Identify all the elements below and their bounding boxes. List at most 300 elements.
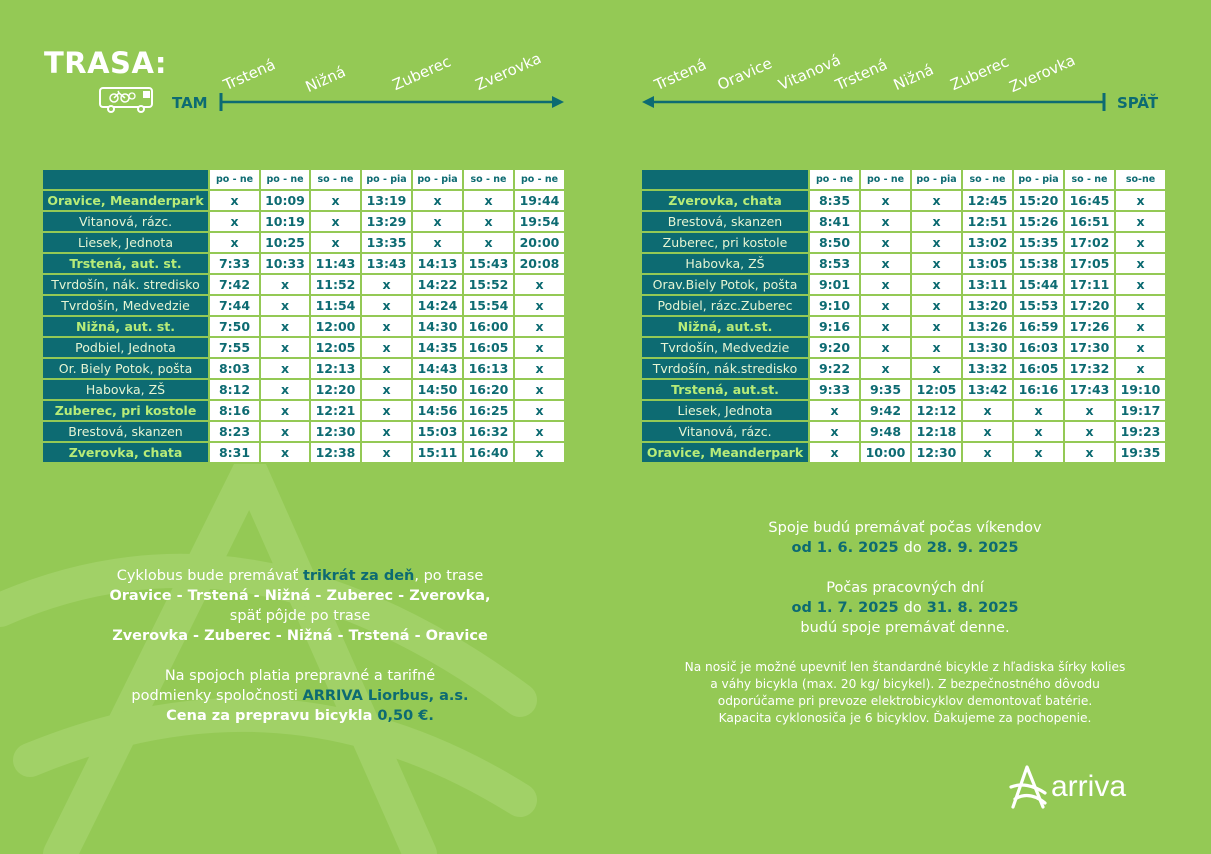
departure-time: 8:12	[209, 379, 260, 400]
departure-time: 10:09	[260, 190, 310, 211]
stop-name: Trstená, aut.st.	[641, 379, 809, 400]
info-emphasis: trikrát za deň	[302, 568, 415, 584]
departure-time: 9:01	[809, 274, 860, 295]
departure-time: 13:30	[962, 337, 1013, 358]
departure-time: 19:10	[1115, 379, 1166, 400]
departure-time: x	[1013, 421, 1064, 442]
departure-time: 12:20	[310, 379, 361, 400]
departure-time: x	[260, 400, 310, 421]
departure-time: x	[361, 295, 412, 316]
departure-time: 14:13	[412, 253, 463, 274]
timetable-row	[42, 442, 565, 463]
departure-time: x	[860, 316, 911, 337]
departure-time: 9:35	[860, 379, 911, 400]
timetable-row	[42, 274, 565, 295]
departure-time: 8:41	[809, 211, 860, 232]
info-text: , po trase	[414, 568, 484, 584]
timetable-row	[42, 421, 565, 442]
departure-time: 9:33	[809, 379, 860, 400]
stop-name: Or. Biely Potok, pošta	[42, 358, 209, 379]
departure-time: 8:03	[209, 358, 260, 379]
departure-time: x	[1115, 316, 1166, 337]
departure-time: x	[1115, 211, 1166, 232]
departure-time: x	[361, 337, 412, 358]
departure-time: 7:33	[209, 253, 260, 274]
departure-time: x	[209, 211, 260, 232]
departure-time: x	[260, 337, 310, 358]
departure-time: 19:44	[514, 190, 565, 211]
stop-name: Zuberec, pri kostole	[641, 232, 809, 253]
day-header: so - ne	[962, 169, 1013, 190]
departure-time: x	[911, 232, 962, 253]
stop-name: Nižná, aut. st.	[42, 316, 209, 337]
departure-time: 19:17	[1115, 400, 1166, 421]
info-text: Cyklobus bude premávať	[116, 568, 303, 584]
departure-time: 9:42	[860, 400, 911, 421]
departure-time: x	[1064, 442, 1115, 463]
info-tariff-line2	[60, 686, 540, 706]
route-back-stop: Zuberec	[947, 52, 1012, 94]
departure-time: 9:22	[809, 358, 860, 379]
day-header: po - pia	[1013, 169, 1064, 190]
route-back-stop: Zverovka	[1006, 51, 1078, 96]
departure-time: 11:54	[310, 295, 361, 316]
timetable-row	[641, 295, 1166, 316]
departure-time: x	[514, 274, 565, 295]
departure-time: 12:30	[310, 421, 361, 442]
departure-time: 15:44	[1013, 274, 1064, 295]
departure-time: 13:11	[962, 274, 1013, 295]
departure-time: 9:20	[809, 337, 860, 358]
departure-time: x	[860, 358, 911, 379]
date-word: od	[791, 600, 812, 616]
departure-time: 16:16	[1013, 379, 1064, 400]
stop-name: Zuberec, pri kostole	[42, 400, 209, 421]
departure-time: 19:23	[1115, 421, 1166, 442]
timetable-row	[641, 379, 1166, 400]
stop-name: Vitanová, rázc.	[641, 421, 809, 442]
direction-there-label: TAM	[172, 94, 208, 112]
info-workday-daily: budú spoje premávať denne.	[800, 620, 1010, 636]
info-price-value: 0,50 €.	[377, 708, 434, 724]
timetable-row	[641, 190, 1166, 211]
info-weekend-dates	[640, 538, 1170, 558]
stop-name: Habovka, ZŠ	[641, 253, 809, 274]
departure-time: x	[463, 232, 514, 253]
info-right	[640, 518, 1170, 638]
note-line: Kapacita cyklonosiča je 6 bicyklov. Ďakujeme za pochopenie.	[718, 711, 1092, 725]
stop-name: Vitanová, rázc.	[42, 211, 209, 232]
departure-time: x	[209, 232, 260, 253]
day-header: po - pia	[361, 169, 412, 190]
departure-time: 11:43	[310, 253, 361, 274]
departure-time: 10:19	[260, 211, 310, 232]
route-back-stop: Trstená	[651, 55, 710, 94]
departure-time: 19:54	[514, 211, 565, 232]
departure-time: x	[361, 400, 412, 421]
timetable-row	[641, 442, 1166, 463]
info-workday-dates	[640, 598, 1170, 618]
timetable-row	[42, 190, 565, 211]
timetable-row	[641, 400, 1166, 421]
departure-time: 13:43	[361, 253, 412, 274]
departure-time: 17:20	[1064, 295, 1115, 316]
departure-time: 14:43	[412, 358, 463, 379]
timetable-header-row	[641, 169, 1166, 190]
route-there-stop: Nižná	[302, 62, 349, 96]
timetable-row	[42, 232, 565, 253]
route-there-stop: Zuberec	[389, 52, 454, 94]
departure-time: x	[962, 400, 1013, 421]
date-word: do	[903, 540, 922, 556]
departure-time: 20:08	[514, 253, 565, 274]
departure-time: 20:00	[514, 232, 565, 253]
date-word: do	[903, 600, 922, 616]
departure-time: 16:00	[463, 316, 514, 337]
bike-bus-icon	[99, 87, 155, 113]
departure-time: 15:20	[1013, 190, 1064, 211]
departure-time: 11:52	[310, 274, 361, 295]
departure-time: x	[962, 442, 1013, 463]
info-text: podmienky spoločnosti	[131, 688, 303, 704]
departure-time: 14:50	[412, 379, 463, 400]
departure-time: 14:35	[412, 337, 463, 358]
departure-time: x	[1115, 274, 1166, 295]
departure-time: 12:21	[310, 400, 361, 421]
departure-time: 15:43	[463, 253, 514, 274]
stop-name: Podbiel, rázc.Zuberec	[641, 295, 809, 316]
timetable-row	[641, 421, 1166, 442]
departure-time: 10:25	[260, 232, 310, 253]
departure-time: x	[911, 358, 962, 379]
departure-time: 7:50	[209, 316, 260, 337]
departure-time: 12:18	[911, 421, 962, 442]
departure-time: x	[1064, 400, 1115, 421]
departure-time: 15:38	[1013, 253, 1064, 274]
departure-time: x	[1115, 337, 1166, 358]
departure-time: 9:10	[809, 295, 860, 316]
stop-name: Tvrdošín, Medvedzie	[641, 337, 809, 358]
departure-time: x	[514, 337, 565, 358]
departure-time: x	[260, 316, 310, 337]
departure-time: 10:00	[860, 442, 911, 463]
departure-time: x	[514, 400, 565, 421]
timetable-row	[42, 316, 565, 337]
departure-time: 15:26	[1013, 211, 1064, 232]
departure-time: x	[1064, 421, 1115, 442]
departure-time: 7:55	[209, 337, 260, 358]
departure-time: x	[1013, 400, 1064, 421]
route-back-stop: Nižná	[890, 60, 937, 94]
info-company: ARRIVA Liorbus, a.s.	[302, 688, 469, 704]
departure-time: x	[911, 211, 962, 232]
departure-time: 7:44	[209, 295, 260, 316]
stop-name: Liesek, Jednota	[42, 232, 209, 253]
departure-time: x	[1115, 253, 1166, 274]
route-back-stop: Oravice	[714, 54, 775, 94]
departure-time: 16:45	[1064, 190, 1115, 211]
departure-time: x	[361, 421, 412, 442]
day-header: po - pia	[412, 169, 463, 190]
departure-time: 16:32	[463, 421, 514, 442]
departure-time: x	[1115, 232, 1166, 253]
departure-time: x	[809, 400, 860, 421]
timetable-row	[641, 316, 1166, 337]
note-line: Na nosič je možné upevniť len štandardné bicykle z hľadiska šírky kolies	[684, 660, 1126, 674]
departure-time: x	[361, 316, 412, 337]
arriva-logo	[1009, 763, 1165, 811]
departure-time: x	[310, 232, 361, 253]
day-header: po - ne	[260, 169, 310, 190]
stop-name: Tvrdošín, Medvedzie	[42, 295, 209, 316]
departure-time: 13:05	[962, 253, 1013, 274]
header-corner	[42, 169, 209, 190]
departure-time: 8:16	[209, 400, 260, 421]
departure-time: x	[412, 232, 463, 253]
departure-time: 8:50	[809, 232, 860, 253]
info-frequency	[60, 566, 540, 586]
departure-time: 17:26	[1064, 316, 1115, 337]
route-back-stop: Trstená	[832, 55, 891, 94]
stop-name: Brestová, skanzen	[42, 421, 209, 442]
day-header: so - ne	[310, 169, 361, 190]
info-weekend-line: Spoje budú premávať počas víkendov	[768, 520, 1042, 536]
timetable-row	[42, 400, 565, 421]
departure-time: 16:03	[1013, 337, 1064, 358]
departure-time: 16:59	[1013, 316, 1064, 337]
timetable-header-row	[42, 169, 565, 190]
departure-time: 12:05	[911, 379, 962, 400]
info-route-there: Oravice - Trstená - Nižná - Zuberec - Zverovka,	[109, 588, 491, 604]
departure-time: x	[514, 316, 565, 337]
departure-time: x	[809, 442, 860, 463]
route-there-stop: Trstená	[220, 55, 279, 94]
departure-time: x	[860, 295, 911, 316]
info-bike-note	[640, 659, 1170, 727]
departure-time: x	[911, 337, 962, 358]
departure-time: x	[911, 295, 962, 316]
departure-time: 14:30	[412, 316, 463, 337]
departure-time: x	[809, 421, 860, 442]
departure-time: 12:45	[962, 190, 1013, 211]
departure-time: 13:19	[361, 190, 412, 211]
departure-time: x	[514, 379, 565, 400]
day-header: so-ne	[1115, 169, 1166, 190]
departure-time: x	[911, 316, 962, 337]
direction-back-label: SPÄŤ	[1117, 94, 1159, 112]
departure-time: x	[361, 274, 412, 295]
departure-time: x	[209, 190, 260, 211]
departure-time: 8:31	[209, 442, 260, 463]
header-corner	[641, 169, 809, 190]
departure-time: 14:22	[412, 274, 463, 295]
departure-time: x	[860, 232, 911, 253]
date-value: 28. 9. 2025	[926, 540, 1019, 556]
route-there-line	[218, 90, 568, 114]
departure-time: x	[514, 442, 565, 463]
timetable-row	[42, 253, 565, 274]
departure-time: 17:02	[1064, 232, 1115, 253]
timetable-row	[42, 358, 565, 379]
departure-time: 16:13	[463, 358, 514, 379]
timetable-row	[641, 232, 1166, 253]
departure-time: x	[361, 379, 412, 400]
timetable-row	[641, 211, 1166, 232]
departure-time: 14:24	[412, 295, 463, 316]
route-back-stop: Vitanová	[775, 50, 844, 94]
date-value: 1. 7. 2025	[816, 600, 899, 616]
timetable-row	[42, 211, 565, 232]
departure-time: 8:53	[809, 253, 860, 274]
departure-time: 10:33	[260, 253, 310, 274]
departure-time: 17:30	[1064, 337, 1115, 358]
departure-time: 16:25	[463, 400, 514, 421]
departure-time: 17:05	[1064, 253, 1115, 274]
stop-name: Nižná, aut.st.	[641, 316, 809, 337]
stop-name: Podbiel, Jednota	[42, 337, 209, 358]
timetable-row	[641, 358, 1166, 379]
departure-time: x	[860, 253, 911, 274]
timetable-back	[640, 168, 1167, 464]
departure-time: x	[1115, 190, 1166, 211]
day-header: so - ne	[1064, 169, 1115, 190]
departure-time: 15:52	[463, 274, 514, 295]
departure-time: x	[260, 295, 310, 316]
departure-time: x	[1115, 358, 1166, 379]
departure-time: 13:29	[361, 211, 412, 232]
note-line: odporúčame pri prevoze elektrobicyklov demontovať batérie.	[717, 694, 1093, 708]
departure-time: x	[463, 211, 514, 232]
date-value: 1. 6. 2025	[816, 540, 899, 556]
departure-time: 12:12	[911, 400, 962, 421]
stop-name: Zverovka, chata	[42, 442, 209, 463]
departure-time: 12:13	[310, 358, 361, 379]
timetable-there	[41, 168, 566, 464]
departure-time: 12:51	[962, 211, 1013, 232]
departure-time: x	[911, 253, 962, 274]
stop-name: Trstená, aut. st.	[42, 253, 209, 274]
departure-time: x	[514, 295, 565, 316]
day-header: po - ne	[809, 169, 860, 190]
timetable-row	[42, 295, 565, 316]
info-left	[60, 566, 540, 726]
info-price-label: Cena za prepravu bicykla	[166, 708, 378, 724]
arriva-logo-text: arriva	[1051, 770, 1127, 803]
departure-time: x	[260, 274, 310, 295]
departure-time: x	[514, 358, 565, 379]
departure-time: 16:05	[463, 337, 514, 358]
route-title: TRASA:	[44, 46, 168, 80]
day-header: po - pia	[911, 169, 962, 190]
stop-name: Tvrdošín, nák. stredisko	[42, 274, 209, 295]
departure-time: 15:53	[1013, 295, 1064, 316]
departure-time: x	[361, 358, 412, 379]
stop-name: Oravice, Meanderpark	[42, 190, 209, 211]
departure-time: x	[463, 190, 514, 211]
departure-time: 15:11	[412, 442, 463, 463]
route-back-line	[640, 90, 1110, 114]
info-tariff-line1: Na spojoch platia prepravné a tarifné	[164, 668, 436, 684]
departure-time: x	[260, 379, 310, 400]
departure-time: x	[911, 190, 962, 211]
day-header: po - ne	[514, 169, 565, 190]
departure-time: x	[361, 442, 412, 463]
departure-time: 19:35	[1115, 442, 1166, 463]
departure-time: 13:32	[962, 358, 1013, 379]
stop-name: Zverovka, chata	[641, 190, 809, 211]
date-value: 31. 8. 2025	[926, 600, 1019, 616]
departure-time: 12:30	[911, 442, 962, 463]
departure-time: 14:56	[412, 400, 463, 421]
departure-time: x	[310, 190, 361, 211]
departure-time: x	[260, 442, 310, 463]
departure-time: x	[860, 337, 911, 358]
departure-time: x	[412, 190, 463, 211]
date-word: od	[791, 540, 812, 556]
departure-time: x	[911, 274, 962, 295]
departure-time: 15:35	[1013, 232, 1064, 253]
departure-time: x	[1013, 442, 1064, 463]
departure-time: 7:42	[209, 274, 260, 295]
departure-time: x	[962, 421, 1013, 442]
timetable-row	[641, 274, 1166, 295]
departure-time: 13:42	[962, 379, 1013, 400]
stop-name: Liesek, Jednota	[641, 400, 809, 421]
departure-time: x	[260, 358, 310, 379]
timetable-row	[42, 337, 565, 358]
departure-time: 13:35	[361, 232, 412, 253]
departure-time: 8:23	[209, 421, 260, 442]
departure-time: 13:20	[962, 295, 1013, 316]
departure-time: 9:48	[860, 421, 911, 442]
stop-name: Tvrdošín, nák.stredisko	[641, 358, 809, 379]
timetable-row	[641, 253, 1166, 274]
departure-time: 12:00	[310, 316, 361, 337]
departure-time: x	[514, 421, 565, 442]
departure-time: 16:51	[1064, 211, 1115, 232]
stop-name: Brestová, skanzen	[641, 211, 809, 232]
departure-time: 12:38	[310, 442, 361, 463]
info-route-back: Zverovka - Zuberec - Nižná - Trstená - Oravice	[112, 628, 488, 644]
departure-time: x	[860, 274, 911, 295]
info-workday-line: Počas pracovných dní	[826, 580, 984, 596]
departure-time: 15:03	[412, 421, 463, 442]
note-line: a váhy bicykla (max. 20 kg/ bicykel). Z bezpečnostného dôvodu	[710, 677, 1100, 691]
info-price	[60, 706, 540, 726]
day-header: so - ne	[463, 169, 514, 190]
timetable-row	[42, 379, 565, 400]
route-there-stop: Zverovka	[472, 49, 544, 94]
departure-time: 13:02	[962, 232, 1013, 253]
stop-name: Orav.Biely Potok, pošta	[641, 274, 809, 295]
departure-time: 15:54	[463, 295, 514, 316]
departure-time: x	[260, 421, 310, 442]
departure-time: x	[412, 211, 463, 232]
day-header: po - ne	[209, 169, 260, 190]
departure-time: 12:05	[310, 337, 361, 358]
departure-time: 17:32	[1064, 358, 1115, 379]
info-route-back-intro: späť pôjde po trase	[229, 608, 371, 624]
stop-name: Oravice, Meanderpark	[641, 442, 809, 463]
stop-name: Habovka, ZŠ	[42, 379, 209, 400]
departure-time: 16:20	[463, 379, 514, 400]
departure-time: x	[310, 211, 361, 232]
day-header: po - ne	[860, 169, 911, 190]
departure-time: x	[860, 211, 911, 232]
departure-time: 13:26	[962, 316, 1013, 337]
departure-time: 8:35	[809, 190, 860, 211]
departure-time: x	[1115, 295, 1166, 316]
